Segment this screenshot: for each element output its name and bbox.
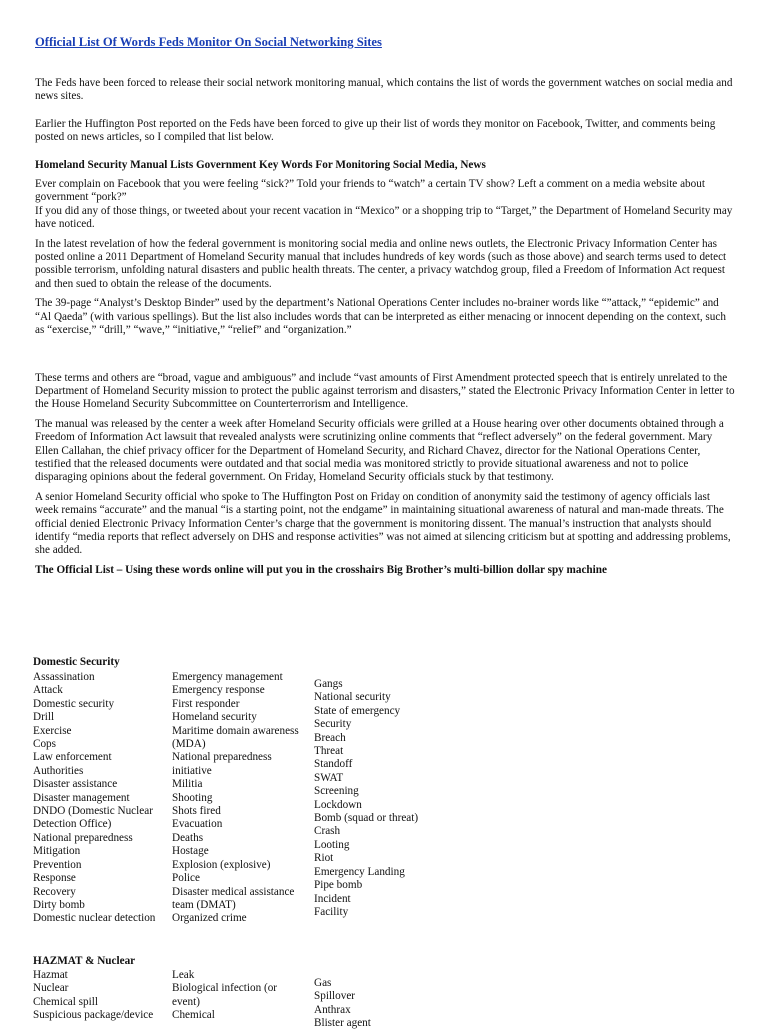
article-body (35, 77, 735, 583)
keyword-item: Anthrax (314, 1003, 351, 1016)
keyword-item: Dirty bomb (33, 898, 85, 911)
keyword-item: Prevention (33, 858, 82, 871)
keyword-item: Shooting (172, 791, 213, 804)
keyword-item: Standoff (314, 758, 353, 771)
keyword-item: Gas (314, 977, 332, 989)
keyword-item: SWAT (314, 771, 344, 784)
list-heading: The Official List – Using these words online will put you in the crosshairs Big Brother’s multi-billion dollar spy machine (35, 563, 607, 576)
keyword-item: National preparedness initiative (172, 751, 272, 777)
keyword-item: Disaster management (33, 791, 130, 804)
keyword-item: Blister agent (314, 1017, 371, 1030)
keyword-item: Law enforcement (33, 751, 112, 764)
keyword-item: Crash (314, 825, 341, 838)
keyword-item: Maritime domain awareness (MDA) (172, 724, 299, 751)
keyword-item: Bomb (squad or threat) (314, 812, 419, 825)
keyword-item: Militia (172, 778, 203, 791)
keyword-item: Breach (314, 731, 346, 744)
keyword-item: DNDO (Domestic Nuclear Detection Office) (33, 805, 153, 831)
hazmat-col-2 (172, 969, 307, 1023)
keyword-item: Chemical spill (33, 995, 98, 1008)
article-title-link[interactable]: Official List Of Words Feds Monitor On Social Networking Sites (35, 35, 382, 49)
keyword-item: Domestic security (33, 697, 115, 710)
keyword-item: Disaster assistance (33, 778, 118, 791)
keyword-item: Evacuation (172, 818, 223, 831)
paragraph: If you did any of those things, or tweeted about your recent vacation in “Mexico” or a shopping trip to “Target,” the Department of Homeland Security may have noticed. (35, 204, 733, 231)
keyword-item: Riot (314, 852, 334, 865)
keyword-item: Drill (33, 711, 55, 724)
keyword-item: National security (314, 691, 391, 704)
keyword-item: Cops (33, 738, 57, 751)
hazmat-col-1 (33, 969, 168, 1023)
keyword-item: Chemical (172, 1009, 215, 1022)
domestic-col-2 (172, 671, 307, 926)
keyword-item: Security (314, 718, 352, 731)
keyword-item: Domestic nuclear detection (33, 912, 156, 925)
paragraph: The manual was released by the center a week after Homeland Security officials were grilled at a House hearing over other documents obtained through a Freedom of Information Act lawsuit that revealed analysts were scrutinizing online comments that “reflect adversely” on the federal government. Mary Ellen Callahan, the chief privacy officer for the Department of Homeland Security, and Richard Chavez, director for the National Operations Center, testified that the released documents were outdated and that social media was monitored strictly to provide situational awareness and not to police disparaging opinions about the federal government. On Friday, Homeland Security officials stuck by that testimony. (35, 417, 724, 484)
keyword-item: National preparedness (33, 831, 133, 844)
keyword-item: Screening (314, 785, 359, 798)
keyword-item: Threat (314, 745, 344, 758)
keyword-item: Exercise (33, 724, 72, 737)
keyword-item: Suspicious package/device (33, 1009, 154, 1022)
hazmat-col-3 (314, 977, 449, 1031)
hazmat-title: HAZMAT & Nuclear (33, 955, 136, 967)
keyword-item: Organized crime (172, 912, 247, 925)
keyword-item: Deaths (172, 831, 204, 844)
keyword-item: Spillover (314, 990, 356, 1003)
keyword-item: Emergency Landing (314, 865, 405, 878)
keyword-item: Pipe bomb (314, 879, 363, 892)
keyword-item: Incident (314, 892, 351, 905)
keyword-item: Police (172, 872, 200, 885)
keyword-item: Shots fired (172, 805, 221, 818)
keyword-item: Mitigation (33, 845, 81, 858)
paragraph: These terms and others are “broad, vague and ambiguous” and include “vast amounts of First Amendment protected speech that is entirely unrelated to the Department of Homeland Security mission to protect the public against terrorism and disasters,” stated the Electronic Privacy Information Center in letter to the House Homeland Security Subcommittee on Counterterrorism and Intelligence. (35, 371, 735, 411)
keyword-item: Assassination (33, 671, 95, 683)
keyword-item: Hazmat (33, 969, 68, 981)
section-heading: Homeland Security Manual Lists Government Key Words For Monitoring Social Media, News (35, 158, 486, 171)
keyword-item: Facility (314, 905, 349, 918)
keyword-item: Explosion (explosive) (172, 858, 271, 871)
keyword-item: Authorities (33, 764, 84, 777)
keyword-item: First responder (172, 697, 240, 710)
domestic-security-title: Domestic Security (33, 656, 120, 668)
keyword-item: Attack (33, 684, 63, 697)
domestic-col-3 (314, 678, 449, 919)
paragraph: Earlier the Huffington Post reported on the Feds have been forced to give up their list of words they monitor on Facebook, Twitter, and comments being posted on news articles, so I compiled that list below. (35, 117, 716, 144)
keyword-item: Emergency management (172, 671, 283, 683)
domestic-col-1 (33, 671, 168, 926)
paragraph: A senior Homeland Security official who spoke to The Huffington Post on Friday on condition of anonymity said the testimony of agency officials last week remains “accurate” and the manual “is a starting point, not the endgame” in maintaining situational awareness of natural and man-made threats. The official denied Electronic Privacy Information Center’s charge that the government is monitoring dissent. The manual’s instruction that analysts should identify “media reports that reflect adversely on DHS and response activities” was not aimed at silencing criticism but at spotting and addressing problems, she added. (35, 490, 731, 557)
paragraph: The Feds have been forced to release their social network monitoring manual, which contains the list of words the government watches on social media and news sites. (35, 77, 733, 103)
paragraph: The 39-page “Analyst’s Desktop Binder” used by the department’s National Operations Center includes no-brainer words like “”attack,” “epidemic” and “Al Qaeda” (with various spellings). But the list also includes words that can be interpreted as either menacing or innocent depending on the context, such as “exercise,” “drill,” “wave,” “initiative,” “relief” and “organization.” (35, 297, 726, 337)
keyword-item: Emergency response (172, 684, 265, 697)
keyword-item: Lockdown (314, 798, 362, 811)
keyword-item: Disaster medical assistance team (DMAT) (172, 885, 295, 911)
keyword-item: Nuclear (33, 982, 69, 995)
keyword-item: Recovery (33, 885, 76, 898)
keyword-item: Gangs (314, 678, 343, 690)
paragraph: In the latest revelation of how the federal government is monitoring social media and online news outlets, the Electronic Privacy Information Center has posted online a 2011 Department of Homeland Security manual that includes hundreds of key words (such as those above) and search terms used to detect possible terrorism, unfolding natural disasters and public health threats. The center, a privacy watchdog group, filed a Freedom of Information Act request and then sued to obtain the release of the documents. (35, 237, 727, 290)
keyword-item: Homeland security (172, 711, 257, 724)
keyword-item: State of emergency (314, 704, 401, 717)
keyword-item: Looting (314, 838, 350, 851)
paragraph: Ever complain on Facebook that you were feeling “sick?” Told your friends to “watch” a certain TV show? Left a comment on a media website about government “pork?” (35, 178, 705, 204)
keyword-item: Biological infection (or event) (172, 982, 278, 1008)
keyword-item: Response (33, 872, 76, 885)
keyword-item: Hostage (172, 845, 209, 858)
keyword-item: Leak (172, 969, 195, 981)
